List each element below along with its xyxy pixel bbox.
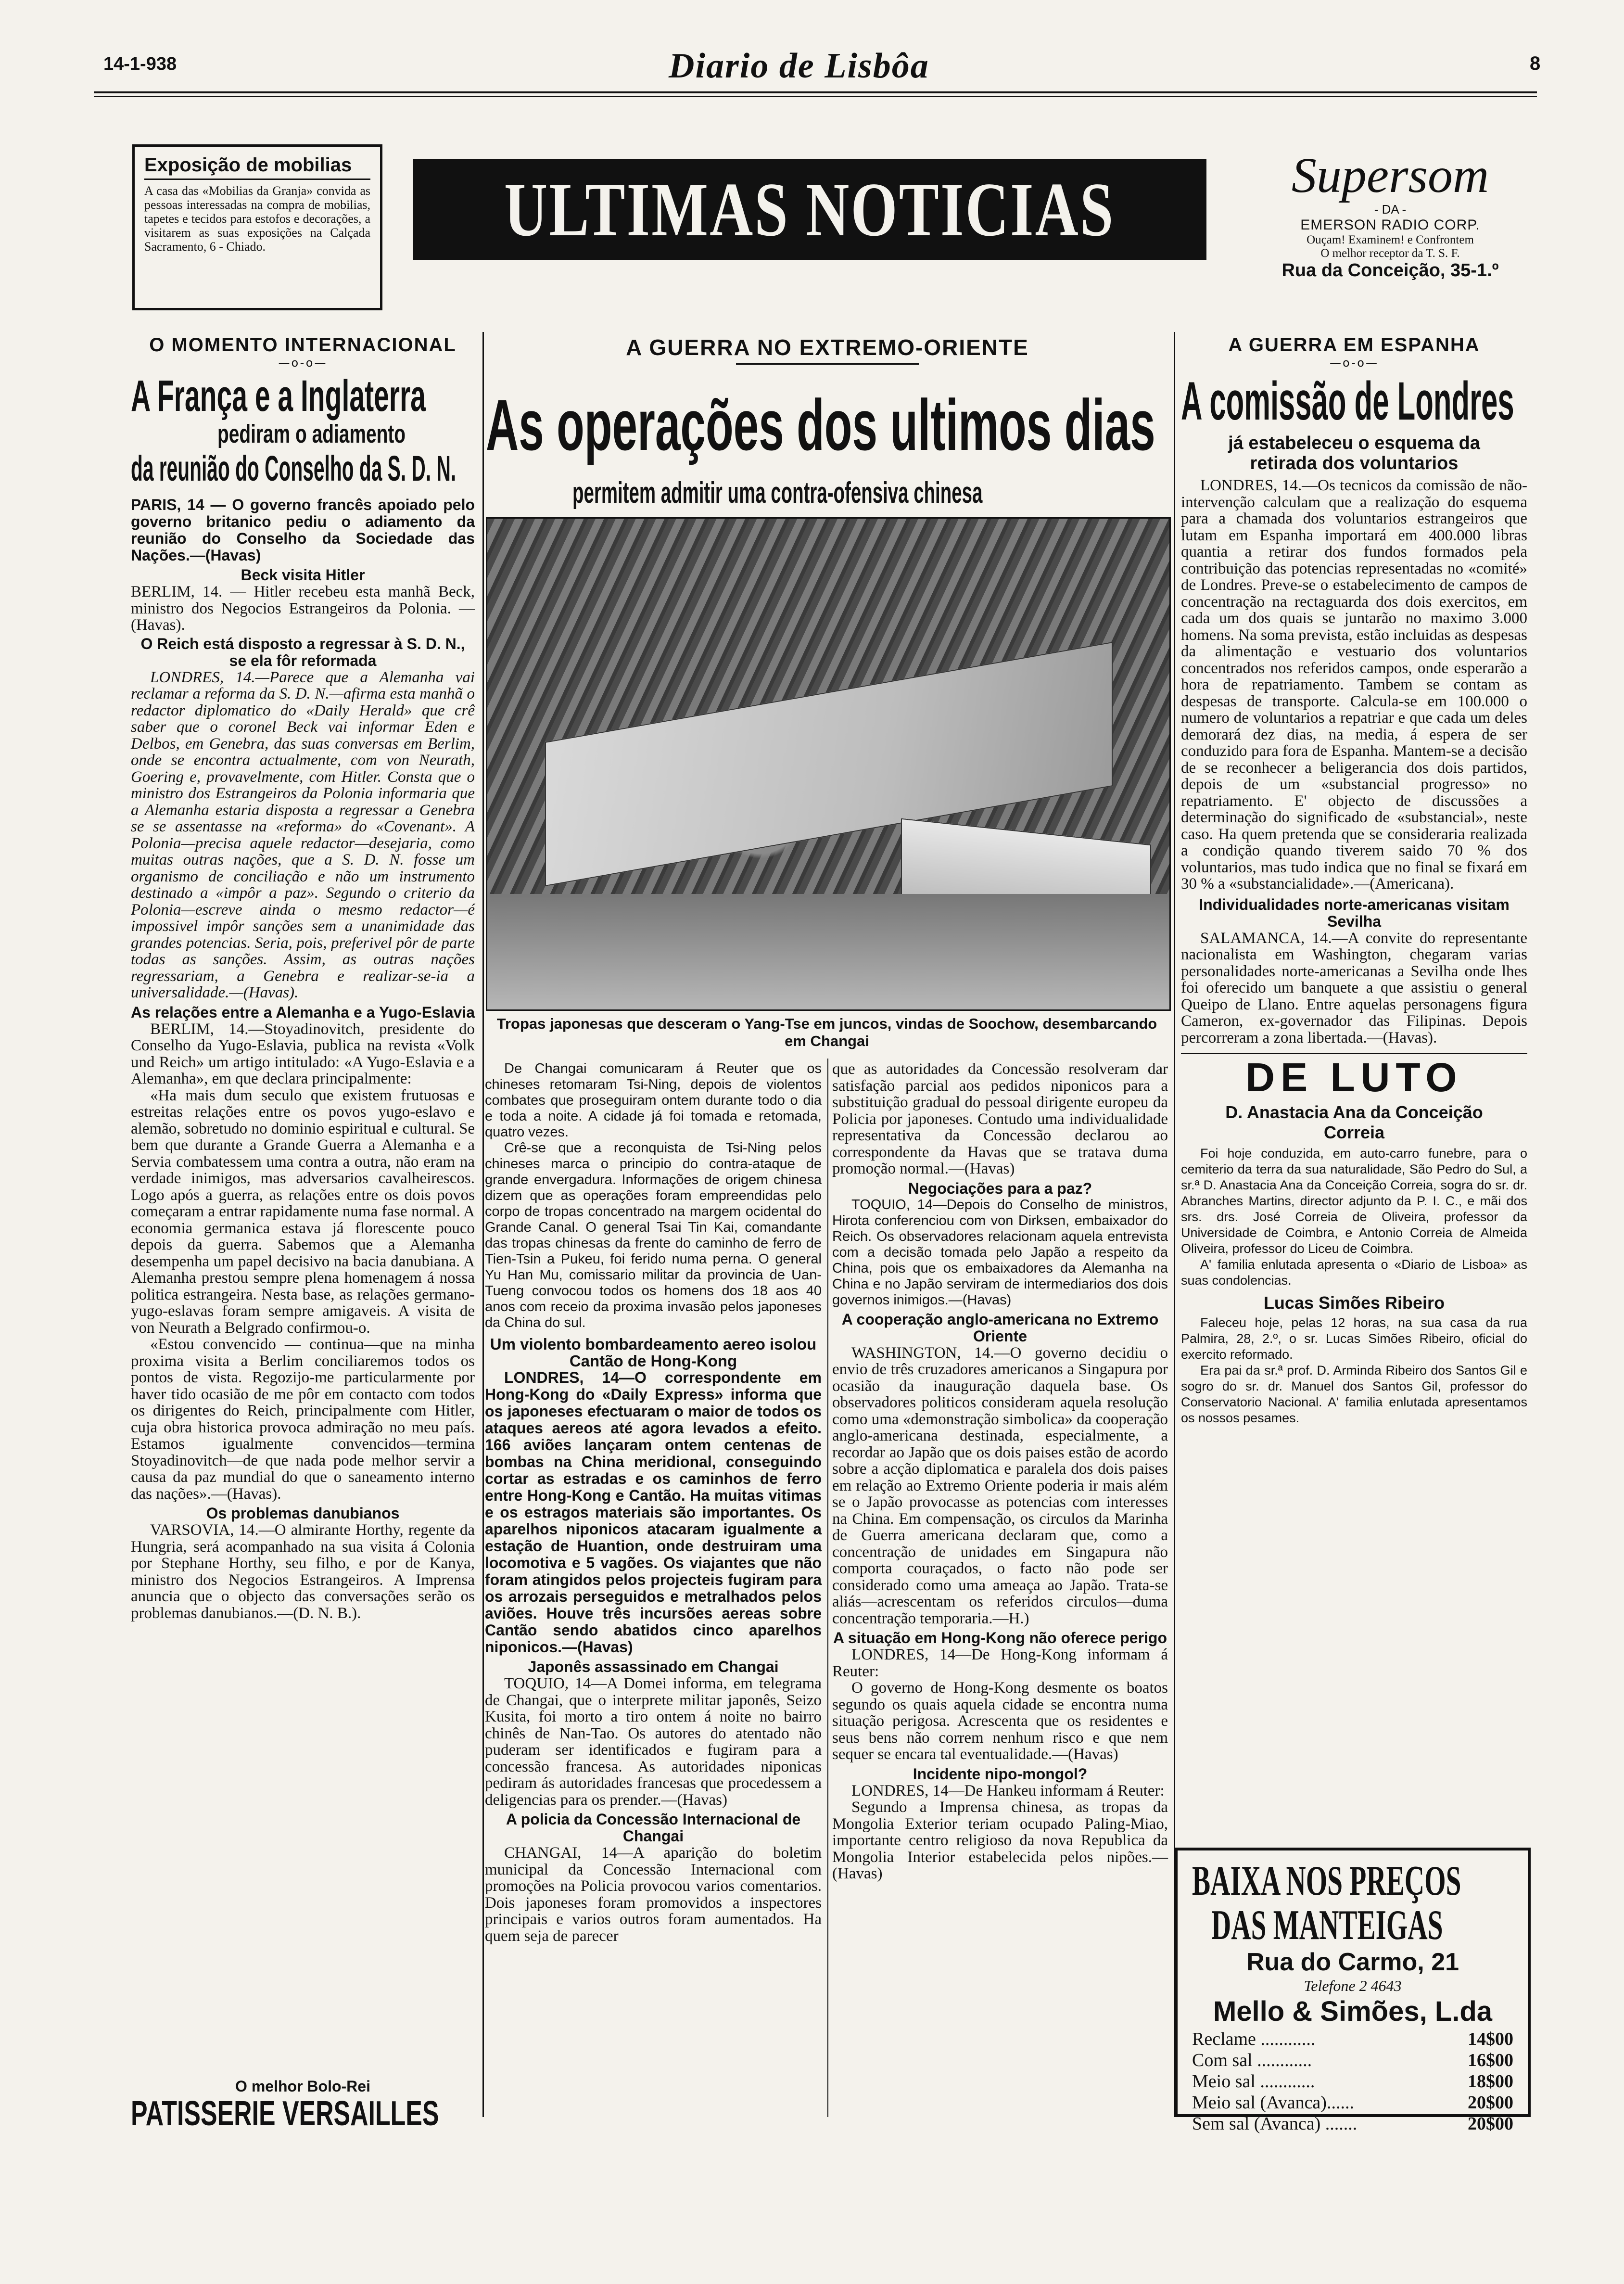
price-label: Sem sal (Avanca) .......	[1192, 2114, 1358, 2134]
manteigas-address: Rua do Carmo, 21	[1246, 1948, 1459, 1976]
center-c2-p6: LONDRES, 14—De Hankeu informam á Reuter:	[851, 1782, 1165, 1799]
left-ornament: —o-o—	[278, 356, 328, 370]
manteigas-ad	[1175, 1848, 1531, 2134]
right-headline-1: A comissão de Londres	[1181, 371, 1514, 431]
center-c2-sub-3: A situação em Hong-Kong não oferece perigo	[833, 1629, 1167, 1646]
patisserie-line1: O melhor Bolo-Rei	[235, 2078, 370, 2095]
left-sub-3: As relações entre a Alemanha e a Yugo-Eslavia	[131, 1003, 475, 1021]
center-c1-p2: Crê-se que a reconquista de Tsi-Ning pelos chineses marca o principio do contra-ataque de grande envergadura. Informações de origem chinesa dizem que as operações foram empreendidas pelo corpo de tropas concentrado na margem ocidental do Grande Canal. O general Tsai Tin Kai, comandante das tropas chinesas da frente do caminho de ferro de Tien-Tsin a Pukeu, foi ferido numa perna. O general Yu Han Mu, comissario militar da provincia de Uan-Tueng convocou todos os homens dos 18 aos 40 anos com receio da proxima invasão pelos japoneses da China do sul.	[485, 1140, 822, 1330]
left-p4: «Ha mais dum seculo que existem frutuosas e estreitas relações entre os povos yugo-eslavo e alemão, sobretudo no dominio espiritual e cultural. Se bem que durante a Grande Guerra a Alemanha e a Servia combatessem uma contra a outra, não eram na verdade inimigos, mas adversarios cavalheirescos. Logo após a guerra, as relações entre os dois povos começaram a entrar rapidamente numa fase normal. A economia germanica estava já florescente pouco depois da guerra. Sabemos que a Alemanha desempenha um papel decisivo na bacia danubiana. A Alemanha prestou sempre plena homenagem á nossa politica estrangeira. Nesta base, as relações germano-yugo-eslavas foram sempre amigaveis. A visita de von Neurath a Belgrado confirmou-o.	[131, 1086, 475, 1337]
left-sub-4: Os problemas danubianos	[206, 1505, 400, 1522]
center-c1-p5: CHANGAI, 14—A aparição do boletim municipal da Concessão Internacional com promoções na Policia provocou varios comentarios. Dois japoneses foram promovidos a inspectores principais e varios outros foram aumentados. Ha quem seja de parecer	[485, 1844, 822, 1945]
left-column	[131, 334, 475, 1621]
patisserie-ad	[131, 2078, 475, 2132]
center-col-1	[485, 1061, 822, 1944]
right-p1: LONDRES, 14.—Os tecnicos da comissão de não-intervenção calculam que a realização do esquema para a chamada dos voluntarios estrangeiros que lutam em Espanha importará em 400.000 libras quantia a retirar dos fundos formados pela contribuição das potencias representadas no «comité» de Londres. Preve-se o estabelecimento de campos de concentração na rectaguarda dos dois exercitos, em cada um dos quais se juntarão no maximo 3.000 homens. Na soma prevista, estão incluidas as despesas da alimentação e vestuario dos voluntarios concentrados nos referidos campos, onde esperarão a hora de repatriamento. Tambem se contam as despesas de transporte. Calcula-se em 100.000 o numero de voluntarios a repatriar e que cada um deles demorará dez dias, na media, á espera de ser conduzido para fora de Espanha. Mantem-se a decisão de se reconhecer a beligerancia dos dois partidos, depois de um «substancial progresso» no repatriamento. E' objecto de discussões a determinação do significado de «substancial», neste caso. Ha quem pretenda que se consideraria realizada a condição quando tiverem saido 70 % dos voluntarios, mas tudo indica que no final se fixará em 30 % a «substancialidade».—(Americana).	[1181, 477, 1527, 893]
luto-p1: Foi hoje conduzida, em auto-carro funebre, para o cemiterio da terra da sua naturalidade, São Pedro do Sul, a sr.ª D. Anastacia Ana da Conceição Correia, sogra do sr. dr. Abranches Martins, director adjunto da P. I. C., e mãi dos srs. drs. José Correia de Oliveira, professor da Universidade de Coimbra, e Antonio Correia de Almeida Oliveira, professor do Liceu de Coimbra.	[1181, 1146, 1527, 1256]
exposicao-ad	[132, 144, 382, 310]
manteigas-phone: Telefone 2 4643	[1304, 1977, 1402, 1994]
center-section-rule	[736, 363, 919, 365]
center-c2-sub-1: Negociações para a paz?	[908, 1179, 1092, 1197]
luto-name-1: D. Anastacia Ana da Conceição Correia	[1225, 1102, 1483, 1142]
ultimas-noticias-banner	[413, 159, 1206, 260]
right-headline-2: já estabeleceu o esquema da retirada dos voluntarios	[1228, 433, 1480, 473]
supersom-brand: Supersom	[1291, 148, 1489, 203]
banner-text: ULTIMAS NOTICIAS	[504, 166, 1115, 252]
center-c2-p7: Segundo a Imprensa chinesa, as tropas da Mongolia Exterior teriam ocupado Paling-Miao, importante centro religioso da nova Republica da Mongolia Interior estabelecida pelos nipões.—(Havas)	[832, 1799, 1168, 1882]
center-c2-sub-4: Incidente nipo-mongol?	[913, 1765, 1088, 1783]
price-value: 18$00	[1468, 2071, 1513, 2092]
center-header	[486, 334, 1169, 360]
left-headline-1: A França e a Inglaterra	[131, 371, 426, 421]
price-row	[1192, 2113, 1513, 2134]
center-c1-sub-1: Um violento bombardeamento aereo isolou Cantão de Hong-Kong	[490, 1335, 817, 1370]
manteigas-firm: Mello & Simões, L.da	[1213, 1996, 1493, 2027]
supersom-ad	[1256, 149, 1525, 308]
left-p5: «Estou convencido — continua—que na minha proxima visita a Berlim conciliaremos todos os pontos de vista. Regozijo-me particularmente por haver tido ocasião de me pôr em contacto com todos os dirigentes do Reich, principalmente com Hitler, cuja obra historica provoca admiração no meu país. Estamos igualmente convencidos—termina Stoyadinovitch—de que nada pode melhor servir a causa da paz mundial do que o saneamento interno das nações».—(Havas).	[131, 1336, 475, 1503]
left-headline-3: da reunião do Conselho da S. D. N.	[131, 448, 457, 488]
left-p3: BERLIM, 14.—Stoyadinovitch, presidente do Conselho da Yugo-Eslavia, publica na revista «Volk und Reich» um artigo intitulado: «A Yugo-Eslavia e a Alemanha», em que declara principalmente:	[131, 1020, 475, 1087]
center-c1-p1: De Changai comunicaram á Reuter que os chineses retomaram Tsi-Ning, depois de violentos combates que proseguiram ontem durante todo o dia e toda a noite. A cidade já foi tomada e retomada, quatro vezes.	[485, 1061, 822, 1140]
left-p1: BERLIM, 14. — Hitler recebeu esta manhã Beck, ministro dos Negocios Estrangeiros da Polonia. — (Havas).	[131, 583, 475, 634]
left-section-title: O MOMENTO INTERNACIONAL	[149, 334, 457, 356]
supersom-line1: Ouçam! Examinem! e Confrontem	[1307, 233, 1474, 246]
photo-water	[487, 894, 1169, 1009]
masthead-rule-thin	[94, 96, 1537, 97]
issue-date: 14-1-938	[103, 54, 177, 74]
center-c1-sub-3: A policia da Concessão Internacional de Changai	[506, 1811, 801, 1845]
newspaper-title: Diario de Lisbôa	[669, 46, 929, 86]
price-row	[1192, 2092, 1513, 2113]
center-c2-sub-2: A cooperação anglo-americana no Extremo Oriente	[841, 1310, 1159, 1345]
luto-p2: A' familia enlutada apresenta o «Diario de Lisboa» as suas condolencias.	[1181, 1257, 1527, 1288]
supersom-da: - DA -	[1374, 202, 1407, 217]
center-headline-2: permitem admitir uma contra-ofensiva chinesa	[572, 476, 983, 510]
patisserie-line2: PATISSERIE VERSAILLES	[131, 2094, 439, 2133]
price-value: 16$00	[1468, 2050, 1513, 2070]
center-section-title: A GUERRA NO EXTREMO-ORIENTE	[626, 335, 1029, 360]
center-c2-p5: O governo de Hong-Kong desmente os boatos segundo os quais aquela cidade se encontra numa situação perigosa. Acrescenta que os residentes e seus bens não correm nenhum risco e que nem sequer se encara tal eventualidade.—(Havas)	[832, 1679, 1168, 1763]
price-row	[1192, 2029, 1513, 2050]
price-row	[1192, 2050, 1513, 2071]
center-c2-p4: LONDRES, 14—De Hong-Kong informam á Reuter:	[832, 1646, 1168, 1680]
luto-p4: Era pai da sr.ª prof. D. Arminda Ribeiro dos Santos Gil e sogro do sr. dr. Manuel dos Santos Gil, professor do Conservatorio Nacional. A' familia enlutada apresentamos os nossos pesames.	[1181, 1363, 1527, 1425]
right-p2: SALAMANCA, 14.—A convite do representante nacionalista em Washington, chegaram varias personalidades norte-americanas a Sevilha onde lhes foi oferecido um banquete a que assistiu o general Queipo de Llano. Entre aquelas personagens figura Cameron, ex-governador das Filipinas. Depois percorreram a zona libertada.—(Havas).	[1181, 929, 1527, 1046]
masthead-rule	[94, 91, 1537, 93]
left-p6: VARSOVIA, 14.—O almirante Horthy, regente da Hungria, será acompanhado na sua visita á Colonia por Stephane Horthy, seu filho, e por de Kanya, ministro dos Negocios Estrangeiros. A Imprensa anuncia que o objecto das conversações serão os problemas danubianos.—(D. N. B.).	[131, 1521, 475, 1622]
price-label: Meio sal ............	[1192, 2071, 1315, 2092]
column-rule-left	[482, 332, 484, 2117]
japanese-troops-photo	[486, 517, 1171, 1011]
center-col-2	[832, 1061, 1168, 1882]
left-lead: PARIS, 14 — O governo francês apoiado pelo governo britanico pediu o adiamento da reunião do Conselho da Sociedade das Nações.—(Havas)	[131, 496, 475, 564]
supersom-address: Rua da Conceição, 35-1.º	[1281, 260, 1499, 281]
price-label: Reclame ............	[1192, 2029, 1316, 2049]
column-rule-center	[827, 1059, 828, 2117]
price-label: Com sal ............	[1192, 2050, 1312, 2070]
supersom-company: EMERSON RADIO CORP.	[1300, 217, 1480, 233]
luto-p3: Faleceu hoje, pelas 12 horas, na sua casa da rua Palmira, 28, 2.º, o sr. Lucas Simões Ribeiro, oficial do exercito reformado.	[1181, 1315, 1527, 1362]
manteigas-title-1: BAIXA NOS PREÇOS	[1192, 1858, 1461, 1904]
center-c2-p3: WASHINGTON, 14.—O governo decidiu o envio de três cruzadores americanos a Singapura por ocasião da inauguração daquela base. Os observadores politicos consideram aquela resolução como uma «demonstração simbolica» da cooperação anglo-americana destinada, especialmente, a recordar ao Japão que os dois paises estão de acordo sobre a acção diplomatica e paralela dos dois paises em relação ao Extremo Oriente poderia ir mais além se o Japão provocasse as potencias com interesses na China. Em compensação, os circulos da Marinha de Guerra americana declaram que, como a concentração de unidades em Singapura não comporta couraçados, o facto não pode ser considerado como uma ameaça ao Japão. Trata-se aliás—acrescentam os referidos circulos—duma concentração temporaria.—H.)	[832, 1344, 1168, 1627]
photo-caption: Tropas japonesas que desceram o Yang-Tse em juncos, vindas de Soochow, desembarcando em Changai	[496, 1015, 1157, 1049]
center-c1-p3: LONDRES, 14—O correspondente em Hong-Kong do «Daily Express» informa que os japoneses efectuaram o maior de todos os ataques aereos até agora levados a efeito. 166 aviões lançaram ontem centenas de bombas na China meridional, conseguindo cortar as estradas e os caminhos de ferro entre Hong-Kong e Cantão. Ha muitas vitimas e os estragos materiais são importantes. Os aparelhos niponicos atacaram igualmente a estação de Huantion, onde destruiram uma locomotiva e 5 vagões. Os viajantes que não foram atingidos pelos projecteis fugiram para os arrozais perseguidos e metralhados pelos aviões. Houve três incursões aereas sobre Cantão sendo abatidos cinco aparelhos niponicos.—(Havas)	[485, 1369, 822, 1656]
left-headline-2: pediram o adiamento	[217, 420, 406, 448]
price-value: 20$00	[1468, 2093, 1513, 2113]
page-number: 8	[1530, 53, 1541, 74]
supersom-line2: O melhor receptor da T. S. F.	[1320, 247, 1460, 260]
price-value: 14$00	[1468, 2029, 1513, 2049]
right-column	[1181, 334, 1527, 1426]
price-label: Meio sal (Avanca)......	[1192, 2093, 1354, 2113]
exposicao-text: A casa das «Mobilias da Granja» convida as pessoas interessadas na compra de mobilias, tapetes e tecidos para estofos e decorações, a visitarem as suas exposições na Calçada Sacramento, 6 - Chiado.	[144, 184, 370, 254]
center-c2-p2: TOQUIO, 14—Depois do Conselho de ministros, Hirota conferenciou com von Dirksen, embaixador do Reich. Os observadores relacionam aquela entrevista com a decisão tomada pelo Japão a respeito da China, pois que os embaixadores da Alemanha na China e no Japão serviram de intermediarios dos dois governos inimigos.—(Havas)	[832, 1197, 1168, 1308]
price-row	[1192, 2071, 1513, 2092]
center-c1-sub-2: Japonês assassinado em Changai	[528, 1658, 779, 1675]
manteigas-title-2: DAS MANTEIGAS	[1211, 1902, 1443, 1949]
right-sub-1: Individualidades norte-americanas visitam Sevilha	[1199, 895, 1510, 930]
right-section-title: A GUERRA EM ESPANHA	[1228, 334, 1480, 356]
luto-rule	[1181, 1053, 1527, 1054]
luto-title: DE LUTO	[1245, 1055, 1463, 1100]
right-ornament: —o-o—	[1330, 356, 1379, 370]
center-c2-p1: que as autoridades da Concessão resolveram dar satisfação parcial aos pedidos niponicos para a substituição gradual do pessoal dirigente europeu da Policia por japoneses. Contudo uma individualidade representativa da Concessão declarou ao correspondente da Havas que se tratava duma promoção normal.—(Havas)	[832, 1060, 1168, 1177]
price-value: 20$00	[1468, 2114, 1513, 2134]
exposicao-title: Exposição de mobilias	[144, 154, 370, 180]
left-sub-1: Beck visita Hitler	[241, 566, 365, 584]
left-sub-2: O Reich está disposto a regressar à S. D. N., se ela fôr reformada	[140, 635, 465, 669]
center-headline-1: As operações dos ultimos dias	[486, 384, 1155, 465]
luto-name-2: Lucas Simões Ribeiro	[1263, 1293, 1445, 1313]
center-c1-p4: TOQUIO, 14—A Domei informa, em telegrama de Changai, que o interprete militar japonês, Seizo Kusita, foi morto a tiro ontem á noite no bairro chinês de Nan-Tao. Os autores do atentado não puderam ser identificados e fugiram para a concessão francesa. As autoridades niponicas pediram ás autoridades francesas que procedessem a deligencias para os prender.—(Havas)	[485, 1675, 822, 1809]
left-p2: LONDRES, 14.—Parece que a Alemanha vai reclamar a reforma da S. D. N.—afirma esta manhã o redactor diplomatico do «Daily Herald» que crê saber que o coronel Beck vai informar Eden e Delbos, em Genebra, das suas conversas em Berlim, onde se encontra actualmente, com von Neurath, Goering e, provavelmente, com Hitler. Consta que o ministro dos Estrangeiros da Polonia informaria que a Alemanha estaria disposta a regressar a Genebra se se assentasse na «reforma» do «Covenant». A Polonia—precisa aquele redactor—desejaria, como muitas outras nações, que a S. D. N. fosse um organismo de conciliação e não um instrumento destinado a «impôr a paz». Segundo o criterio da Polonia—escreve ainda o mesmo redactor—é impossivel impôr sanções sem a unanimidade das grandes potencias. Seria, pois, preferivel pôr de parte todas as sanções. Assim, as outras nações regressariam, a Genebra e realizar-se-ia a universalidade.—(Havas).	[131, 668, 475, 1001]
